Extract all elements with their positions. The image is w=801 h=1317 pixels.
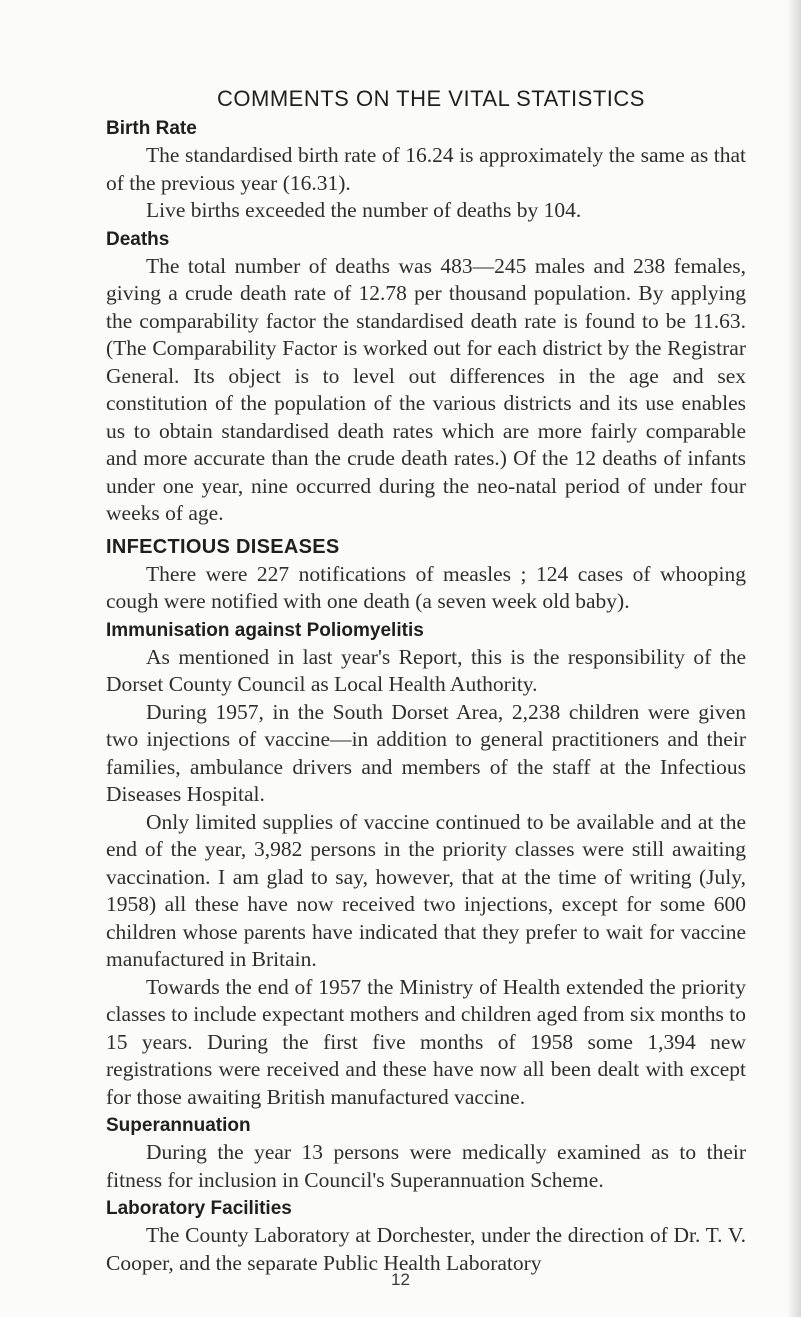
birth-rate-paragraph-2: Live births exceeded the number of deaths by 104. [146, 198, 582, 222]
immunisation-heading: Immunisation against Poliomyelitis [106, 619, 424, 641]
birth-rate-paragraph-1: The standardised birth rate of 16.24 is approximately the same as that of the previous year (16.31). [106, 143, 746, 195]
page-edge-shadow [787, 0, 801, 1317]
page-number: 12 [391, 1270, 410, 1289]
laboratory-paragraph-1: The County Laboratory at Dorchester, under the direction of Dr. T. V. Cooper, and the separate Public Health Laboratory [106, 1223, 746, 1275]
immunisation-paragraph-2: During 1957, in the South Dorset Area, 2,238 children were given two injections of vaccine—in addition to general practitioners and their families, ambulance drivers and members of the staff at the Infectious Diseases Hospital. [106, 699, 746, 806]
immunisation-paragraph-4: Towards the end of 1957 the Ministry of Health extended the priority classes to include expectant mothers and children aged from six months to 15 years. During the first five months of 1958 some 1,394 new registrations were received and these have now all been dealt with except for those awaiting British manufactured vaccine. [106, 974, 746, 1109]
laboratory-heading: Laboratory Facilities [106, 1198, 292, 1219]
birth-rate-heading: Birth Rate [106, 118, 197, 139]
superannuation-paragraph-1: During the year 13 persons were medically examined as to their fitness for inclusion in Council's Superannuation Scheme. [106, 1140, 746, 1192]
infectious-diseases-heading: INFECTIOUS DISEASES [106, 535, 340, 558]
deaths-paragraph-1: The total number of deaths was 483—245 males and 238 females, giving a crude death rate of 12.78 per thousand population. By applying the comparability factor the standardised death rate is found to be 11.63. (The Comparability Factor is worked out for each district by the Registrar General. Its object is to level out differences in the age and sex constitution of the population of the various districts and its use enables us to obtain standardised death rates which are more fairly comparable and more accurate than the crude death rates.) Of the 12 deaths of infants under one year, nine occurred during the neo-natal period of under four weeks of age. [106, 253, 746, 525]
document-body [106, 86, 746, 1277]
superannuation-heading: Superannuation [106, 1115, 251, 1136]
deaths-heading: Deaths [106, 228, 170, 250]
page-title: COMMENTS ON THE VITAL STATISTICS [217, 86, 645, 111]
immunisation-paragraph-1: As mentioned in last year's Report, this is the responsibility of the Dorset County Council as Local Health Authority. [106, 644, 746, 696]
infectious-diseases-paragraph-1: There were 227 notifications of measles ; 124 cases of whooping cough were notified with one death (a seven week old baby). [106, 561, 746, 613]
immunisation-paragraph-3: Only limited supplies of vaccine continued to be available and at the end of the year, 3,982 persons in the priority classes were still awaiting vaccination. I am glad to say, however, that at the time of writing (July, 1958) all these have now received two injections, except for some 600 children whose parents have indicated that they prefer to wait for vaccine manufactured in Britain. [106, 809, 746, 971]
